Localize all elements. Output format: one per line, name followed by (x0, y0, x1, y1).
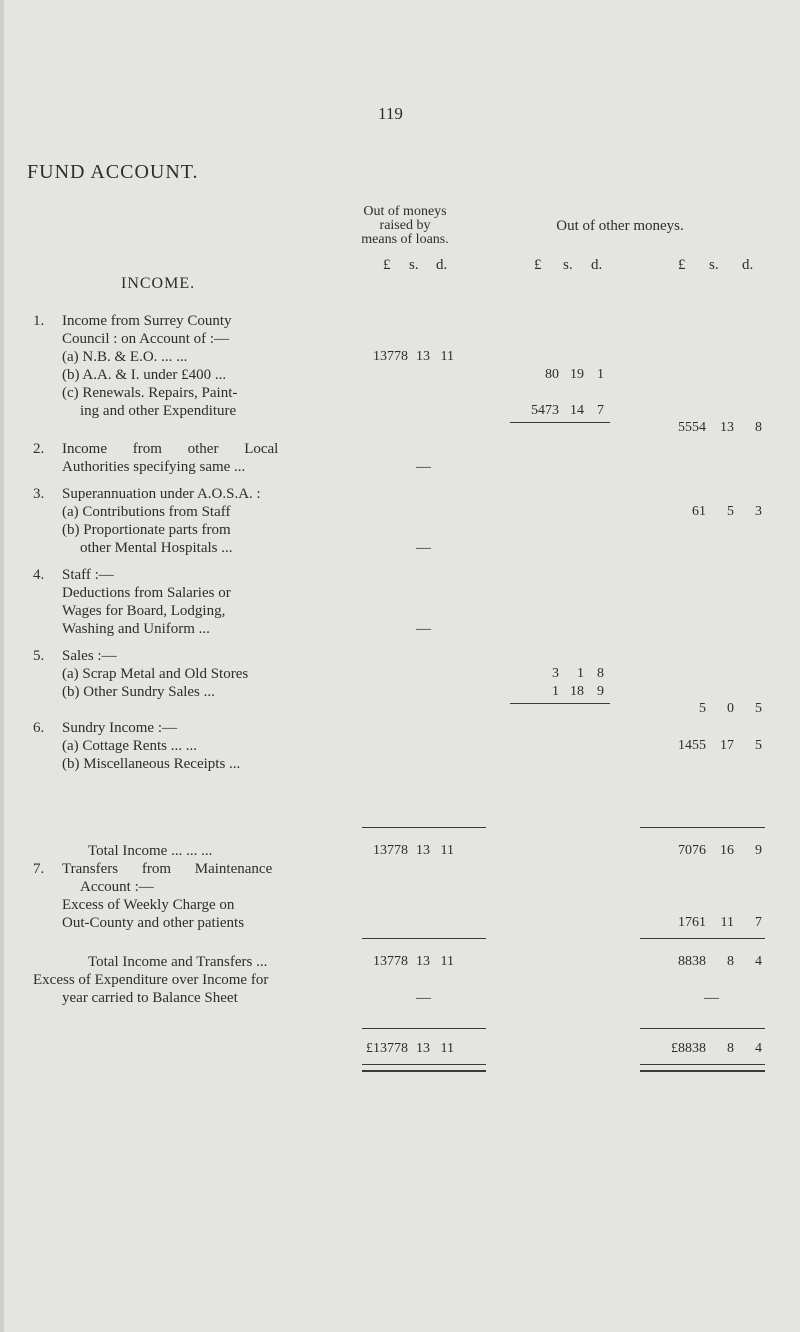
total-income-loans-shillings: 13 (416, 843, 430, 858)
item-1b-label: (b) A.A. & I. under £400 ... (62, 367, 227, 383)
item-3a-total-shillings: 5 (727, 504, 734, 519)
item-7-line-2: Account :— (80, 879, 154, 895)
item-4-line-2: Deductions from Salaries or (62, 585, 231, 601)
item-5-line-1: Sales :— (62, 648, 117, 664)
item-4-number: 4. (33, 567, 45, 583)
total-income-pence: 9 (755, 843, 762, 858)
item-4-line-3: Wages for Board, Lodging, (62, 603, 226, 619)
item-5b-other-pounds: 1 (552, 684, 559, 699)
loans-pound-header: £ (383, 257, 391, 273)
item-3b-line-1: (b) Proportionate parts from (62, 522, 231, 538)
grand-total-shillings: 8 (727, 1041, 734, 1056)
item-1b-other-pounds: 80 (545, 367, 559, 382)
transfers-total-shillings: 11 (720, 915, 734, 930)
item-7-number: 7. (33, 861, 45, 877)
excess-line-2: year carried to Balance Sheet (62, 990, 238, 1006)
item-1c-line-2: ing and other Expenditure (80, 403, 237, 419)
item-5-subtotal-rule (510, 703, 610, 704)
item-5a-other-pounds: 3 (552, 666, 559, 681)
item-3a-total-pounds: 61 (692, 504, 706, 519)
excess-line-1: Excess of Expenditure over Income for (33, 972, 269, 988)
total-income-transfers-pounds: 8838 (678, 954, 706, 969)
total-income-pounds: 7076 (678, 843, 706, 858)
item-4-line-1: Staff :— (62, 567, 114, 583)
total-income-loans-pounds: 13778 (373, 843, 408, 858)
item-6-number: 6. (33, 720, 45, 736)
item-6a-total-pounds: 1455 (678, 738, 706, 753)
item-1c-other-pence: 7 (597, 403, 604, 418)
item-7-line-3: Excess of Weekly Charge on (62, 897, 235, 913)
page-title: FUND ACCOUNT. (27, 161, 199, 183)
item-1a-label: (a) N.B. & E.O. ... ... (62, 349, 188, 365)
item-1-number: 1. (33, 313, 45, 329)
transfers-total-pounds: 1761 (678, 915, 706, 930)
item-3b-loans-dash: — (416, 540, 431, 556)
item-1-total-pounds: 5554 (678, 420, 706, 435)
item-3-number: 3. (33, 486, 45, 502)
total-income-transfers-shillings: 8 (727, 954, 734, 969)
total-income-transfers-label: Total Income and Transfers ... (88, 954, 268, 970)
item-6-line-1: Sundry Income :— (62, 720, 177, 736)
other-grand-rule (640, 1028, 765, 1029)
item-1a-loans-pence: 11 (440, 349, 454, 364)
item-5a-other-shillings: 1 (577, 666, 584, 681)
other-moneys-header: Out of other moneys. (556, 218, 684, 234)
loans-header: Out of moneys raised by means of loans. (361, 204, 449, 247)
item-1-total-pence: 8 (755, 420, 762, 435)
item-5b-other-pence: 9 (597, 684, 604, 699)
item-5a-other-pence: 8 (597, 666, 604, 681)
item-1-subtotal-rule (510, 422, 610, 423)
item-1-line-1: Income from Surrey County (62, 313, 232, 329)
total-income-label: Total Income ... ... ... (88, 843, 213, 859)
item-5-number: 5. (33, 648, 45, 664)
total-pound-header: £ (678, 257, 686, 273)
item-1b-other-shillings: 19 (570, 367, 584, 382)
item-1-line-2: Council : on Account of :— (62, 331, 230, 347)
total-income-transfers-loans-shillings: 13 (416, 954, 430, 969)
page-number: 119 (378, 104, 403, 123)
item-6a-total-shillings: 17 (720, 738, 734, 753)
item-3b-line-2: other Mental Hospitals ... (80, 540, 233, 556)
loans-grand-double-rule (362, 1064, 486, 1072)
item-3-line-1: Superannuation under A.O.S.A. : (62, 486, 261, 502)
item-6a-label: (a) Cottage Rents ... ... (62, 738, 197, 754)
other-pence-header: d. (591, 257, 603, 273)
item-3a-total-pence: 3 (755, 504, 762, 519)
item-1b-other-pence: 1 (597, 367, 604, 382)
item-2-line-2: Authorities specifying same ... (62, 459, 246, 475)
item-1a-loans-pounds: 13778 (373, 349, 408, 364)
item-5b-label: (b) Other Sundry Sales ... (62, 684, 215, 700)
other-total-rule (640, 827, 765, 828)
total-income-transfers-loans-pounds: 13778 (373, 954, 408, 969)
total-income-transfers-pence: 4 (755, 954, 762, 969)
total-shilling-header: s. (709, 257, 719, 273)
other-grand-double-rule (640, 1064, 765, 1072)
grand-loans-pounds: £13778 (366, 1041, 408, 1056)
item-7-line-1: Transfers from Maintenance (62, 861, 273, 877)
loans-total-rule (362, 827, 486, 828)
other-pound-header: £ (534, 257, 542, 273)
income-heading: INCOME. (121, 275, 196, 292)
item-5-total-pounds: 5 (699, 701, 706, 716)
loans-shilling-header: s. (409, 257, 419, 273)
total-income-loans-pence: 11 (440, 843, 454, 858)
item-2-number: 2. (33, 441, 45, 457)
item-1a-loans-shillings: 13 (416, 349, 430, 364)
item-5b-other-shillings: 18 (570, 684, 584, 699)
item-7-line-4: Out-County and other patients (62, 915, 245, 931)
total-income-shillings: 16 (720, 843, 734, 858)
item-4-loans-dash: — (416, 621, 431, 637)
page-edge (0, 0, 4, 1332)
excess-loans-dash: — (416, 990, 431, 1006)
item-6a-total-pence: 5 (755, 738, 762, 753)
excess-total-dash: — (704, 990, 719, 1006)
item-4-line-4: Washing and Uniform ... (62, 621, 210, 637)
item-1-total-shillings: 13 (720, 420, 734, 435)
item-2-loans-dash: — (416, 459, 431, 475)
grand-loans-pence: 11 (440, 1041, 454, 1056)
item-2-line-1: Income from other Local (62, 441, 279, 457)
item-1c-other-pounds: 5473 (531, 403, 559, 418)
total-income-transfers-loans-pence: 11 (440, 954, 454, 969)
total-pence-header: d. (742, 257, 754, 273)
grand-total-pence: 4 (755, 1041, 762, 1056)
item-5-total-pence: 5 (755, 701, 762, 716)
item-1c-line-1: (c) Renewals. Repairs, Paint- (62, 385, 238, 401)
item-1c-other-shillings: 14 (570, 403, 584, 418)
loans-transfer-rule (362, 938, 486, 939)
grand-total-pounds: £8838 (671, 1041, 706, 1056)
item-5a-label: (a) Scrap Metal and Old Stores (62, 666, 249, 682)
loans-grand-rule (362, 1028, 486, 1029)
other-transfer-rule (640, 938, 765, 939)
other-shilling-header: s. (563, 257, 573, 273)
item-3a-label: (a) Contributions from Staff (62, 504, 231, 520)
transfers-total-pence: 7 (755, 915, 762, 930)
item-5-total-shillings: 0 (727, 701, 734, 716)
grand-loans-shillings: 13 (416, 1041, 430, 1056)
loans-pence-header: d. (436, 257, 448, 273)
item-6b-label: (b) Miscellaneous Receipts ... (62, 756, 241, 772)
